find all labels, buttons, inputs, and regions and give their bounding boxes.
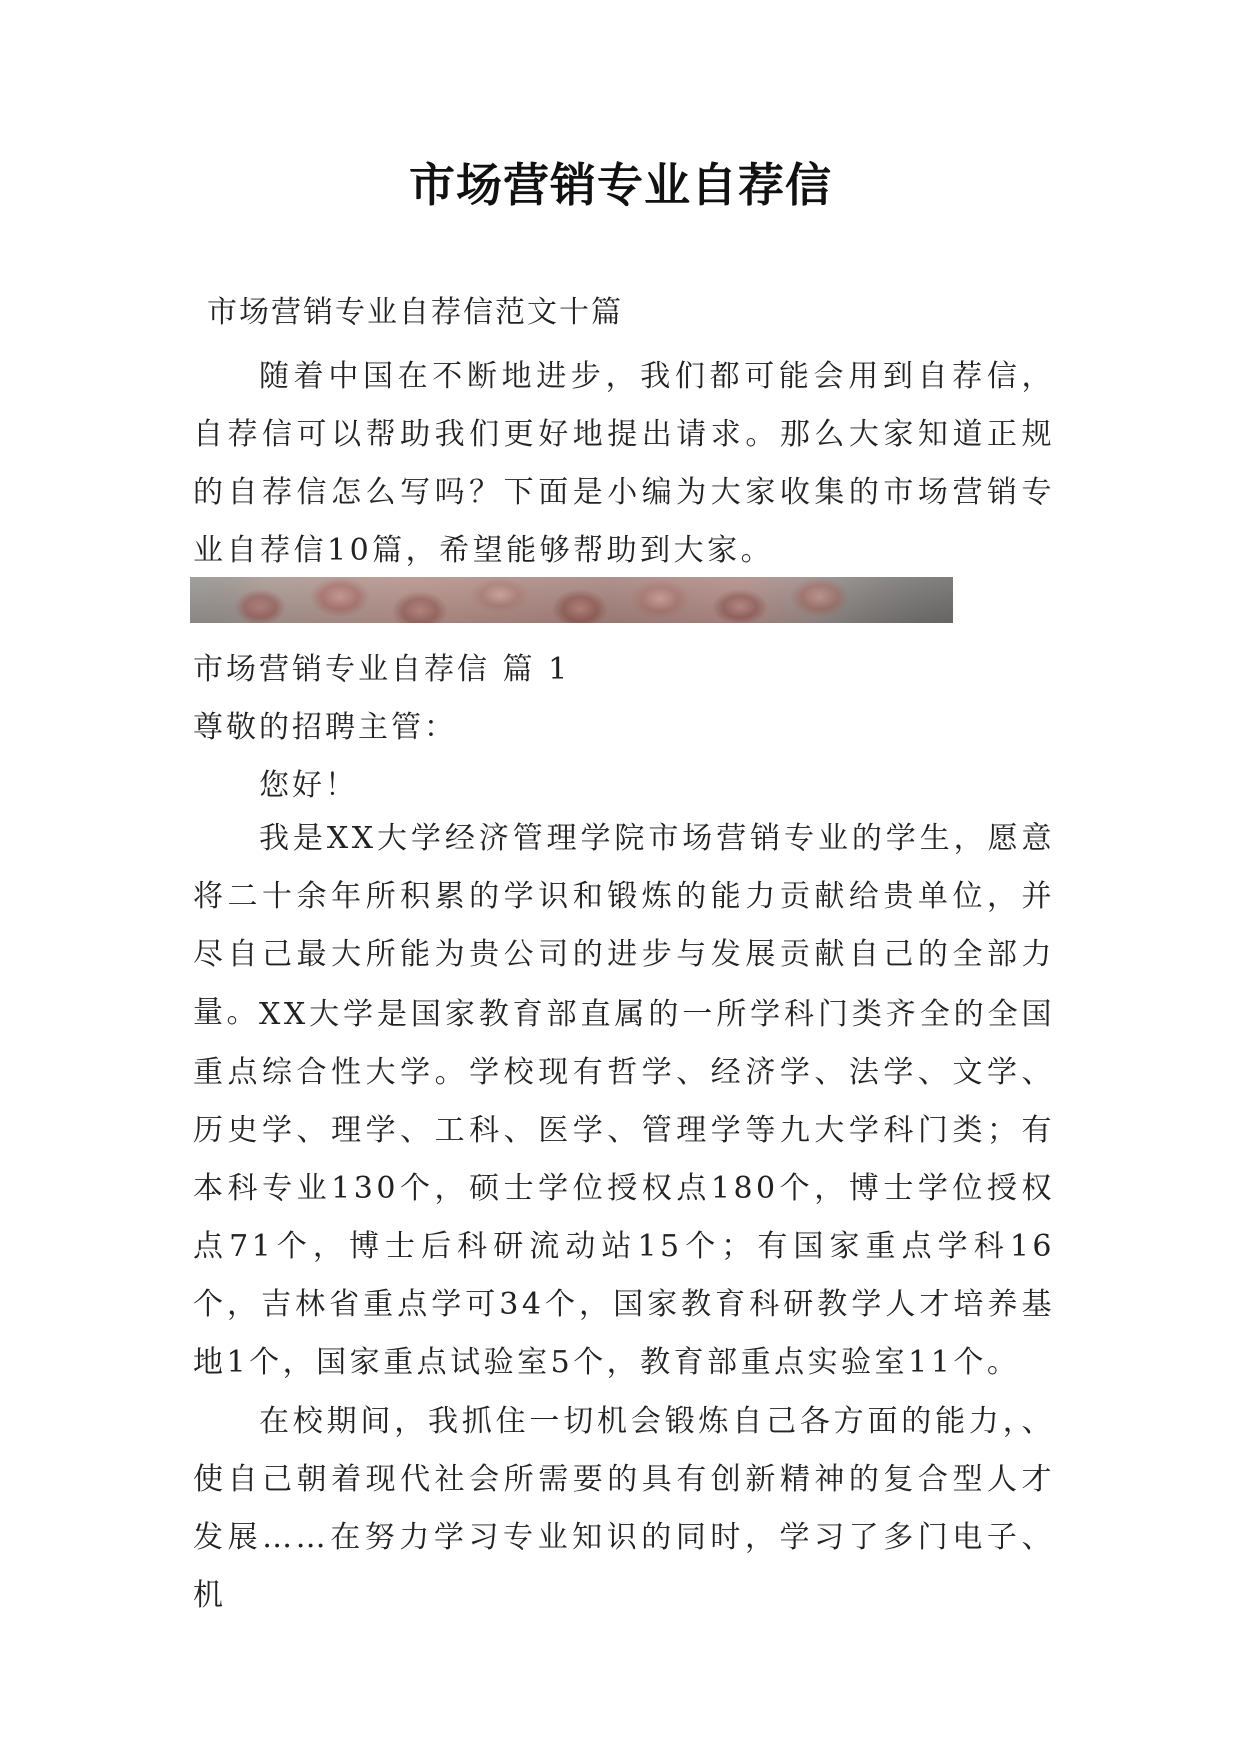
decorative-photo-strip: [190, 577, 953, 623]
document-title: 市场营销专业自荐信: [409, 158, 832, 212]
intro-paragraph: 随着中国在不断地进步，我们都可能会用到自荐信，自荐信可以帮助我们更好地提出请求。那么大家知道正规的自荐信怎么写吗？下面是小编为大家收集的市场营销专业自荐信10篇，希望能够帮助到大家。: [193, 359, 1055, 568]
section-heading: 市场营销专业自荐信 篇 1: [193, 652, 571, 687]
greeting: 您好！: [259, 768, 358, 803]
body-paragraph-1: 我是XX大学经济管理学院市场营销专业的学生，愿意将二十余年所积累的学识和锻炼的能力贡献给贵单位，并尽自己最大所能为贵公司的进步与发展贡献自己的全部力量。: [193, 821, 1055, 1030]
salutation: 尊敬的招聘主管：: [193, 710, 457, 745]
document-subtitle: 市场营销专业自荐信范文十篇: [207, 295, 623, 330]
body-paragraph-3: 在校期间，我抓住一切机会锻炼自己各方面的能力，、使自己朝着现代社会所需要的具有创新精神的复合型人才发展……在努力学习专业知识的同时，学习了多门电子、机: [193, 1404, 1055, 1613]
body-paragraph-2: XX大学是国家教育部直属的一所学科门类齐全的全国重点综合性大学。学校现有哲学、经济学、法学、文学、历史学、理学、工科、医学、管理学等九大学科门类；有本科专业130个，硕士学位授权点180个，博士学位授权点71个，博士后科研流动站15个；有国家重点学科16个，吉林省重点学可34个，国家教育科研教学人才培养基地1个，国家重点试验室5个，教育部重点实验室11个。: [193, 997, 1055, 1380]
